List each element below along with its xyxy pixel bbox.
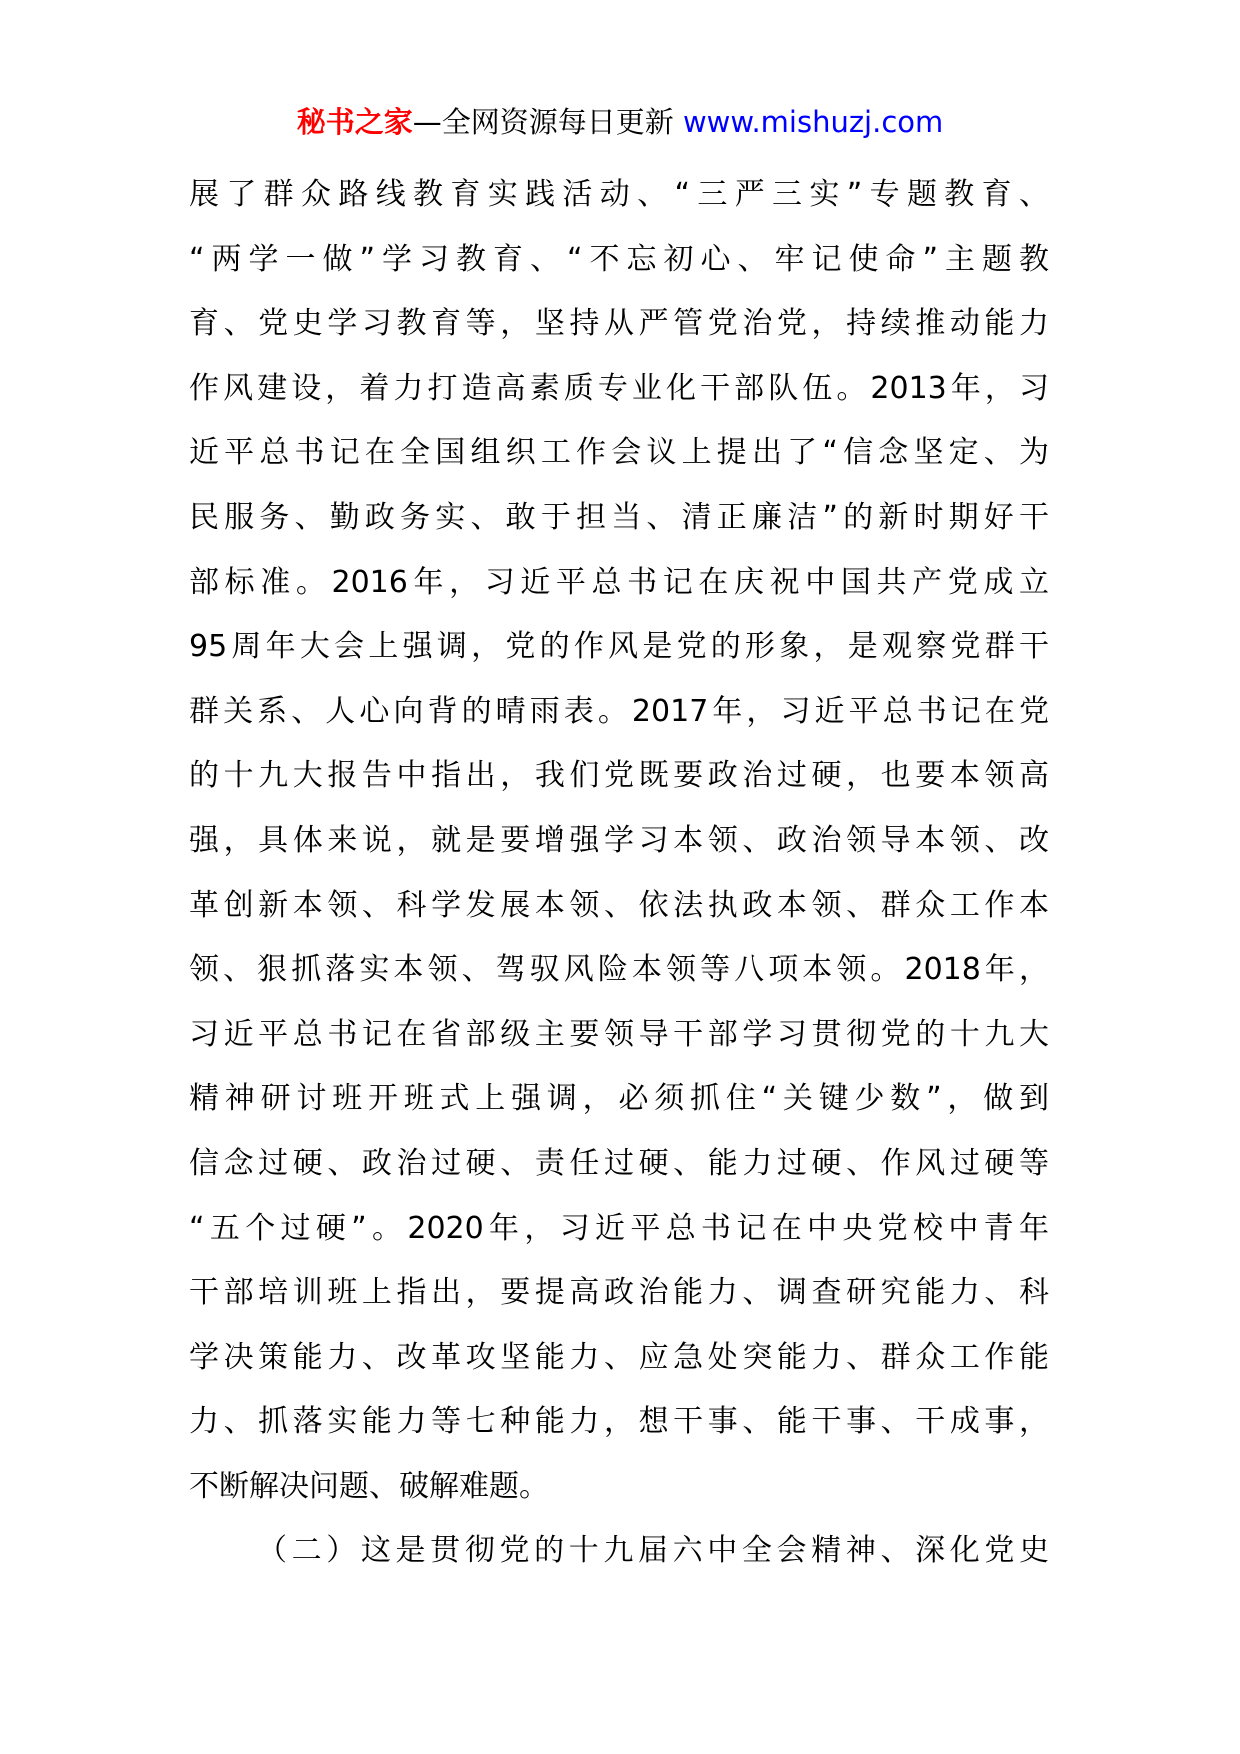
text-line: 信念过硬、政治过硬、责任过硬、能力过硬、作风过硬等 (189, 1145, 1049, 1181)
page-header (0, 102, 1240, 142)
header-tagline: —全网资源每日更新 (412, 105, 674, 139)
text-line: 习近平总书记在省部级主要领导干部学习贯彻党的十九大 (189, 1016, 1049, 1052)
text-line: 展了群众路线教育实践活动、“三严三实”专题教育、 (189, 177, 1049, 212)
text-line: 强，具体来说，就是要增强学习本领、政治领导本领、改 (189, 822, 1049, 858)
text-line: 的十九大报告中指出，我们党既要政治过硬，也要本领高 (189, 758, 1049, 794)
site-url-link[interactable]: www.mishuzj.com (682, 105, 944, 139)
paragraph-1 (189, 163, 1049, 1519)
text-line: 95周年大会上强调，党的作风是党的形象，是观察党群干 (189, 629, 1049, 665)
text-line: “两学一做”学习教育、“不忘初心、牢记使命”主题教 (189, 241, 1049, 277)
text-line: 精神研讨班开班式上强调，必须抓住“关键少数”，做到 (189, 1081, 1049, 1117)
text-line: 革创新本领、科学发展本领、依法执政本领、群众工作本 (189, 887, 1049, 923)
brand-name: 秘书之家 (296, 105, 413, 139)
paragraph-2 (189, 1519, 1049, 1584)
text-line: 近平总书记在全国组织工作会议上提出了“信念坚定、为 (189, 435, 1049, 471)
text-line: 领、狠抓落实本领、驾驭风险本领等八项本领。2018年， (189, 952, 1049, 988)
text-line: 不断解决问题、破解难题。 (189, 1468, 549, 1504)
text-line: 民服务、勤政务实、敢于担当、清正廉洁”的新时期好干 (189, 499, 1049, 535)
text-line: 力、抓落实能力等七种能力，想干事、能干事、干成事， (189, 1404, 1049, 1440)
text-line: 部标准。2016年，习近平总书记在庆祝中国共产党成立 (189, 564, 1049, 600)
section-heading-line: （二）这是贯彻党的十九届六中全会精神、深化党史 (257, 1533, 1049, 1569)
text-line: 学决策能力、改革攻坚能力、应急处突能力、群众工作能 (189, 1339, 1049, 1375)
text-line: 育、党史学习教育等，坚持从严管党治党，持续推动能力 (189, 306, 1049, 342)
text-line: 作风建设，着力打造高素质专业化干部队伍。2013年，习 (189, 370, 1049, 406)
text-line: 干部培训班上指出，要提高政治能力、调查研究能力、科 (189, 1275, 1049, 1311)
document-body (189, 163, 1049, 1584)
text-line: “五个过硬”。2020年，习近平总书记在中央党校中青年 (189, 1210, 1049, 1246)
text-line: 群关系、人心向背的晴雨表。2017年，习近平总书记在党 (189, 693, 1049, 729)
